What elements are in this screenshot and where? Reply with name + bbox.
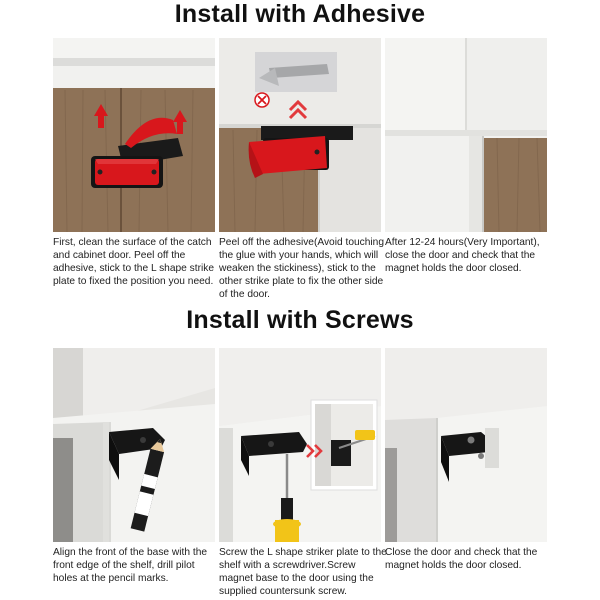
- screws-step-3-photo: [385, 348, 547, 542]
- screws-step-2-caption: Screw the L shape striker plate to the shelf with a screwdriver.Screw magnet base to the door using the supplied countersunk screw.: [219, 547, 387, 597]
- adhesive-step-2-photo: [219, 38, 381, 232]
- screws-section-title: Install with Screws: [186, 306, 414, 334]
- adhesive-section-title: Install with Adhesive: [174, 0, 426, 28]
- screws-step-1-caption: Align the front of the base with the front edge of the shelf, drill pilot holes at the pencil marks.: [53, 547, 208, 584]
- no-touch-icon: [255, 93, 269, 107]
- adhesive-step-1-photo: [53, 38, 215, 232]
- screws-step-1-photo: [53, 348, 215, 542]
- adhesive-step-3-caption: After 12-24 hours(Very Important), close the door and check that the magnet holds the door closed.: [385, 237, 540, 274]
- adhesive-step-1-caption: First, clean the surface of the catch and cabinet door. Peel off the adhesive, stick to the L shape strike plate to fixed the position you need.: [53, 237, 215, 287]
- adhesive-step-3-photo: [385, 38, 547, 232]
- adhesive-step-2-caption: Peel off the adhesive(Avoid touching the glue with your hands, which will weaken the stickiness), stick to the other strike plate to fix the other side of the door.: [219, 237, 385, 300]
- screws-step-3-caption: Close the door and check that the magnet holds the door closed.: [385, 547, 538, 571]
- screws-step-2-photo: [219, 348, 381, 542]
